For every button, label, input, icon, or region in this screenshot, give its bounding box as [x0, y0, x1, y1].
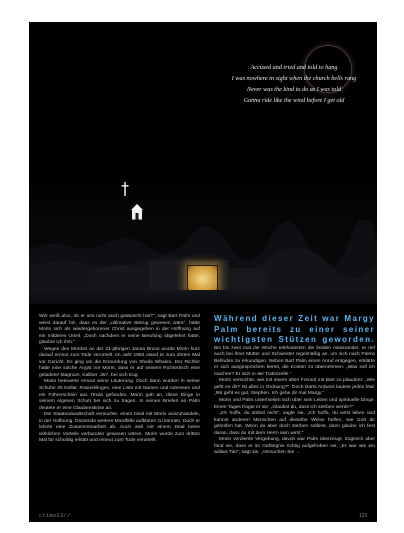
article-column-left [39, 314, 200, 445]
magazine-name: crime23// [39, 513, 71, 519]
lyric-line: Never was the kind to do as I was told [246, 86, 342, 93]
article-paragraph-text: Morin verdiente Vergebung, davon war Palm überzeugt. Zugleich aber fand sie, dass er im Gefängnis richtig aufgehoben sei. „Er war wie ein wildes Tier“, sagt sie. „Versuchen Sie [214, 437, 375, 456]
article-paragraph [214, 437, 375, 457]
night-chapel-photo [29, 22, 377, 304]
ground-strip [29, 290, 377, 304]
black-spread [29, 22, 377, 522]
article-text-area [29, 310, 377, 522]
pull-quote: Während dieser Zeit war Margy Palm bereits zu einer seiner wichtigsten Stützen geworden. [214, 314, 375, 345]
article-paragraph: Morin versuchte, wie mit einem alten Freund mit Bart zu plaudern: „Wie geht es dir? Ist alles in Ordnung?“. Doch Barts Antwort lautete jedes Mal: „Mir geht es gut, Stephen. Ich gebe dir mal Margy.“ [214, 378, 375, 397]
article-paragraph: Morin beteuerte erneut seine Läuterung. Doch dann wurden in seiner Schuhe 30 Dollar, Rasierklingen, eine Liste mit Namen und Adressen und ein Führerschein aus Texas gefunden. Morin gab an, diese Dinge in seinem eigenen Schuh bei sich zu tragen. In seinen Briefen an Palm deutete er eine Glaubenskrise an. [39, 379, 200, 411]
lyrics-block [189, 62, 377, 106]
lyric-line: I was nowhere in sight when the church bells rang [231, 75, 357, 82]
page-number: 121 [359, 513, 368, 519]
pull-quote-paragraph [214, 314, 375, 378]
chapel-with-cross-icon [113, 182, 153, 222]
article-column-right [214, 314, 375, 457]
lyric-line: Gonna ride like the wind before I get old [243, 97, 345, 104]
continue-arrow-icon: → [295, 450, 301, 456]
article-paragraph: Bis bis zwei mal die Woche telefonierten die beiden miteinander, er rief auch bei Ihrer Mutter und Schwester regelmäßig an, um sich nach Palms Befinden zu erkundigen. Neben Bart Palm einen Anruf entgegen, erklärte er sich ausgesprochen bereit, die Kosten zu übernehmen: „Was soll ich machen? Er sitzt in der Todeszelle.“ [214, 345, 375, 377]
article-paragraph: Wegen des Mordes an der 21-jährigen Janna Bruce wurde Morin kurz darauf erneut zum Tode verurteilt. Im Jahr 1984 stand er zum dritten Mal vor Gericht. Es ging um die Ermordung von Sheila Whalen. Der Richter hatte eine solche Angst vor Morin, dass er auf seinem Richtertisch eine geladene Magnum, Kaliber .357, bei sich trug. [39, 346, 200, 378]
lyric-line: Accused and tried and told to hang [250, 64, 338, 71]
article-paragraph: Wer weiß also, ob er uns nicht auch getäuscht hat?", sagt Bart Palm und weist darauf hin, dass es der „ultimative Betrug gewesen wäre“, hätte Morin sich als wiedergeborener Christ ausgegeben in der Hoffnung auf ein milderes Urteil. „Doch nachdem er seine Berufung abgelehnt hatte, glaubte ich ihm.“ [39, 314, 200, 346]
lit-window-frame [187, 265, 218, 293]
article-paragraph: Morin und Palm unterhielten sich über sein Leben und spirituelle Dinge. Einen Tages fragte er sie: „Glaubst du, dass ich sterben werde?“ [214, 398, 375, 410]
article-paragraph: „Ich hoffe, du stirbst nicht“, sagte sie. „Ich hoffe, du wirst leben und kannst anderen Menschen auf dieselbe Weise helfen, wie Gott dir geholfen hat. Wenn du aber doch sterben solltest, dann glaube ich fest daran, dass du mit dem Herrn sein wirst.“ [214, 411, 375, 436]
article-paragraph: Die Staatsanwaltschaft versuchte, einen Deal mit Morin auszuhandeln, in der Hoffnung, Dutzende weitere Mordfälle aufklären zu können. Doch er lehnte eine Zusammenarbeit ab. Auch weil mit einem Deal keine wirklichen Vorteile verbunden gewesen wären. Morin wurde zum dritten Mal für schuldig erklärt und erneut zum Tode verurteilt. [39, 412, 200, 444]
